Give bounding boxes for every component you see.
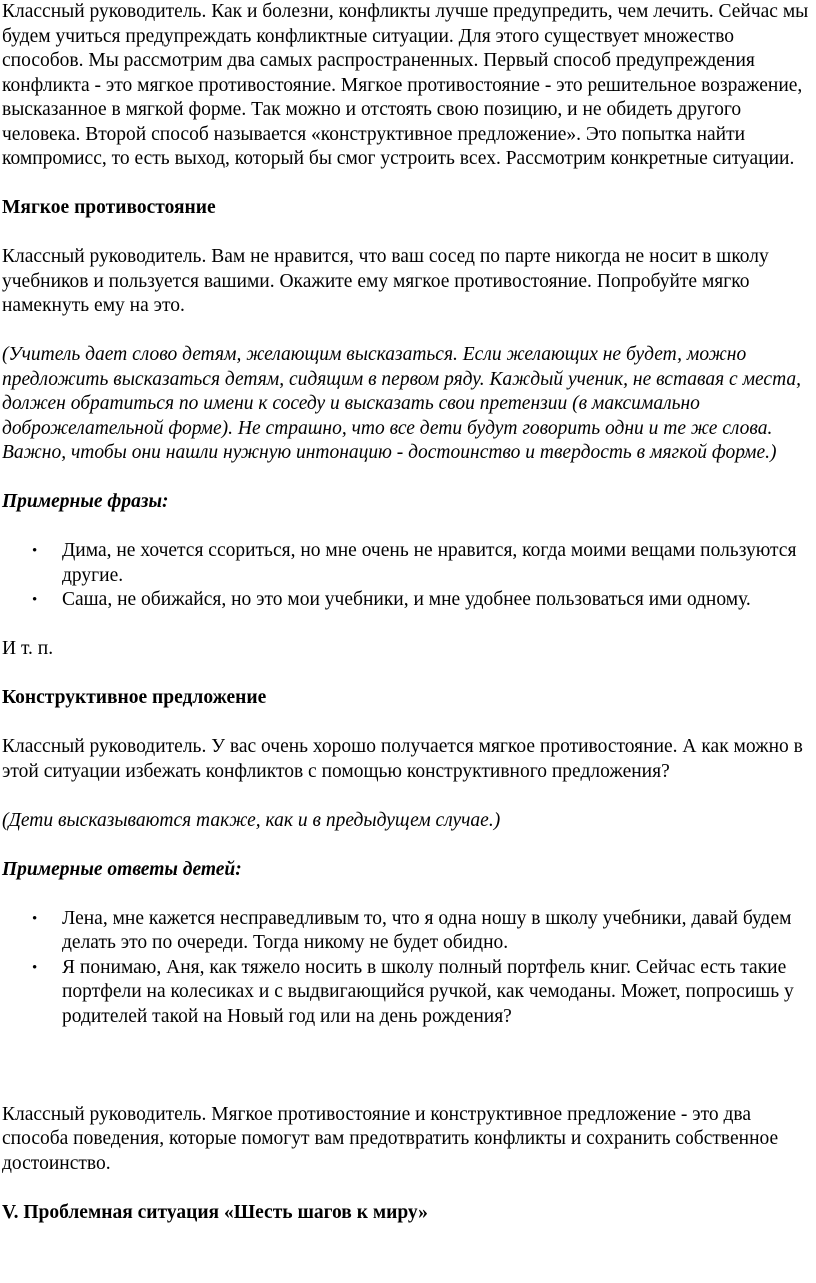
bullet-icon: • xyxy=(32,910,38,927)
example-answers-list xyxy=(2,907,816,1030)
list-item-text: Я понимаю, Аня, как тяжело носить в школу полный портфель книг. Сейчас есть такие портфели на колесиках и с выдвигающийся ручкой, как чемоданы. Может, попросишь у родителей такой на Новый год или на день рождения? xyxy=(62,956,794,1027)
example-phrases-list xyxy=(2,539,816,613)
list-item xyxy=(32,907,816,956)
intro-paragraph: Классный руководитель. Как и болезни, конфликты лучше предупредить, чем лечить. Сейчас мы будем учиться предупреждать конфликтные ситуации. Для этого существует множество способов. Мы рассмотрим два самых распространенных. Первый способ предупреждения конфликта - это мягкое противостояние. Мягкое противостояние - это решительное возражение, высказанное в мягкой форме. Так можно и отстоять свою позицию, и не обидеть другого человека. Второй способ называется «конструктивное предложение». Это попытка найти компромисс, то есть выход, который бы смог устроить всех. Рассмотрим конкретные ситуации. xyxy=(2,1,809,169)
bullet-icon: • xyxy=(32,592,38,608)
teacher-note-paragraph: (Учитель дает слово детям, желающим высказаться. Если желающих не будет, можно предложить высказаться детям, сидящим в первом ряду. Каждый ученик, не вставая с места, должен обратиться по имени к соседу и высказать свои претензии (в максимально доброжелательной форме). Не страшно, что все дети будут говорить одни и те же слова. Важно, чтобы они нашли нужную интонацию - достоинство и твердость в мягкой форме.) xyxy=(2,344,802,463)
bullet-icon: • xyxy=(32,543,38,559)
example-answers-heading: Примерные ответы детей: xyxy=(2,858,242,880)
teacher-question-paragraph: Классный руководитель. У вас очень хорошо получается мягкое противостояние. А как можно в этой ситуации избежать конфликтов с помощью конструктивного предложения? xyxy=(2,736,803,782)
example-phrases-heading: Примерные фразы: xyxy=(2,491,169,512)
bullet-icon: • xyxy=(32,959,38,976)
list-item xyxy=(32,956,816,1030)
section-heading-constructive-proposal: Конструктивное предложение xyxy=(2,687,267,708)
children-note-paragraph: (Дети высказываются также, как и в предыдущем случае.) xyxy=(2,809,501,831)
conclusion-paragraph: Классный руководитель. Мягкое противостояние и конструктивное предложение - это два способа поведения, которые помогут вам предотвратить конфликты и сохранить собственное достоинство. xyxy=(2,1103,779,1174)
section-heading-soft-opposition: Мягкое противостояние xyxy=(2,197,216,218)
list-item xyxy=(32,539,816,588)
blank-space xyxy=(2,1054,816,1103)
list-item-text: Саша, не обижайся, но это мои учебники, и мне удобнее пользоваться ими одному. xyxy=(62,589,751,610)
list-item xyxy=(32,588,816,613)
section-heading-six-steps: V. Проблемная ситуация «Шесть шагов к миру» xyxy=(2,1201,428,1223)
teacher-prompt-paragraph: Классный руководитель. Вам не нравится, что ваш сосед по парте никогда не носит в школу учебников и пользуется вашими. Окажите ему мягкое противостояние. Попробуйте мягко намекнуть ему на это. xyxy=(2,246,769,316)
etc-paragraph: И т. п. xyxy=(2,638,54,659)
list-item-text: Дима, не хочется ссориться, но мне очень не нравится, когда моими вещами пользуются другие. xyxy=(62,540,797,586)
list-item-text: Лена, мне кажется несправедливым то, что я одна ношу в школу учебники, давай будем делать это по очереди. Тогда никому не будет обидно. xyxy=(62,907,792,953)
